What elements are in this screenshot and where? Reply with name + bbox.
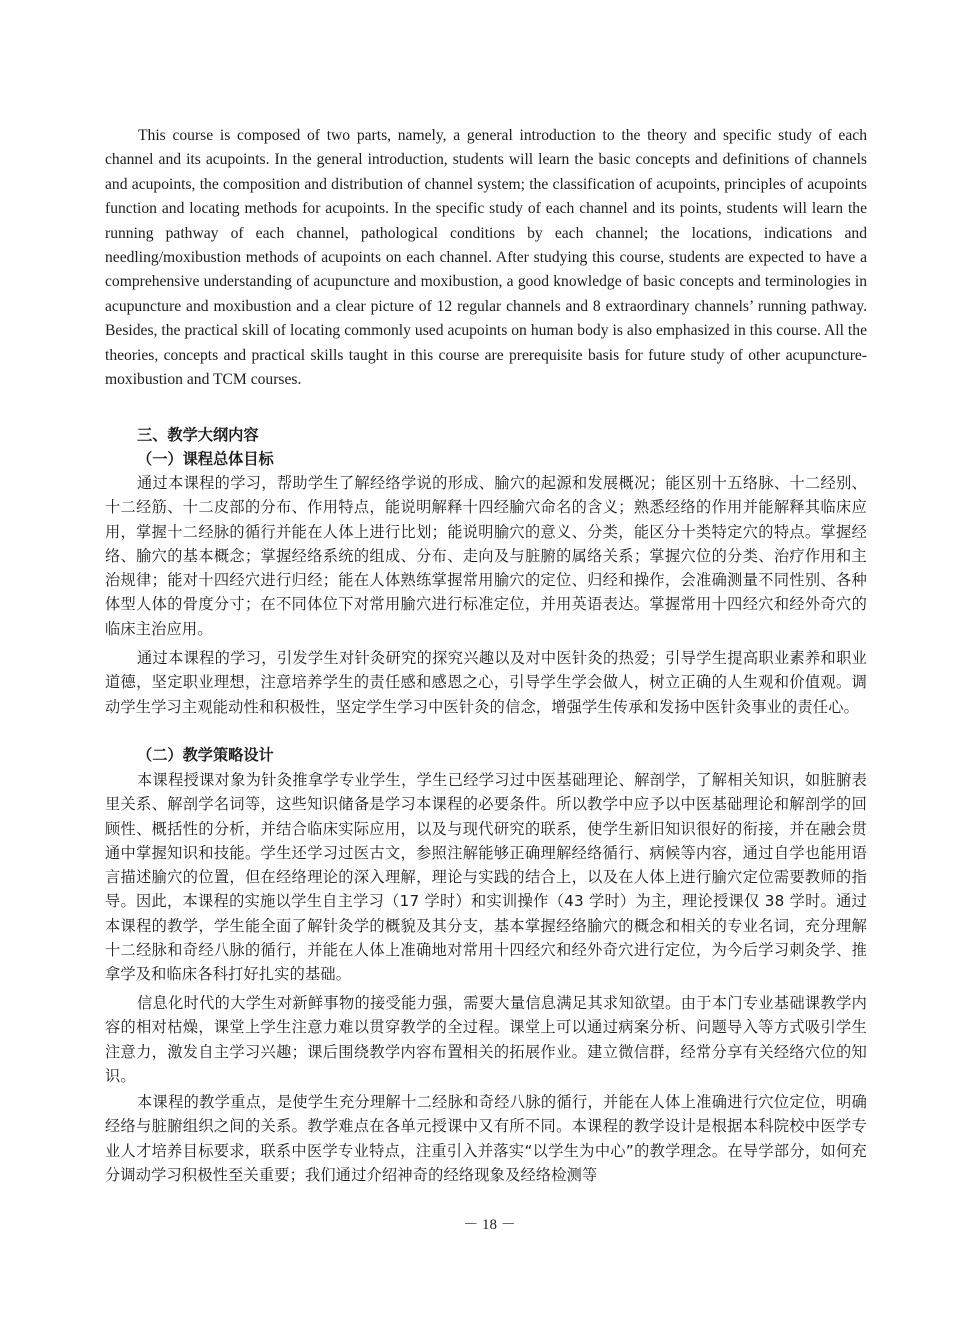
section-title: 三、教学大纲内容 (137, 426, 259, 444)
subsection-title-teaching-strategy: （二）教学策略设计 (137, 746, 274, 764)
page-number: － 18 － (463, 1217, 516, 1233)
goal-paragraph-knowledge: 通过本课程的学习，帮助学生了解经络学说的形成、腧穴的起源和发展概况；能区别十五络脉、十二经别、十二经筋、十二皮部的分布、作用特点，能说明解释十四经腧穴命名的含义；熟悉经络的作用并能解释其临床应用，掌握十二经脉的循行并能在人体上进行比划；能说明腧穴的意义、分类，能区分十类特定穴的特点。掌握经络、腧穴的基本概念；掌握经络系统的组成、分布、走向及与脏腑的属络关系；掌握穴位的分类、治疗作用和主治规律；能对十四经穴进行归经；能在人体熟练掌握常用腧穴的定位、归经和操作，会准确测量不同性别、各种体型人体的骨度分寸；在不同体位下对常用腧穴进行标准定位，并用英语表达。掌握常用十四经穴和经外奇穴的临床主治应用。 (105, 474, 867, 638)
strategy-paragraph-key-points: 本课程的教学重点，是使学生充分理解十二经脉和奇经八脉的循行，并能在人体上准确进行穴位定位，明确经络与脏腑组织之间的关系。教学难点在各单元授课中又有所不同。本课程的教学设计是根据本科院校中医学专业人才培养目标要求，联系中医学专业特点，注重引入并落实“以学生为中心”的教学理念。在导学部分，如何充分调动学习积极性至关重要；我们通过介绍神奇的经络现象及经络检测等 (105, 1093, 867, 1184)
english-course-description: This course is composed of two parts, namely, a general introduction to the theory and specific study of each channel and its acupoints. In the general introduction, students will learn the basic concepts and definitions of channels and acupoints, the composition and distribution of channel system; the classification of acupoints, principles of acupoints function and locating methods for acupoints. In the specific study of each channel and its points, students will learn the running pathway of each channel, pathological conditions by each channel; the locations, indications and needling/moxibustion methods of acupoints on each channel. After studying this course, students are expected to have a comprehensive understanding of acupuncture and moxibustion, a good knowledge of basic concepts and terminologies in acupuncture and moxibustion and a clear picture of 12 regular channels and 8 extraordinary channels’ running pathway. Besides, the practical skill of locating commonly used acupoints on human body is also emphasized in this course. All the theories, concepts and practical skills taught in this course are prerequisite basis for future study of other acupuncture-moxibustion and TCM courses. (105, 127, 867, 389)
goal-paragraph-values: 通过本课程的学习，引发学生对针灸研究的探究兴趣以及对中医针灸的热爱；引导学生提高职业素养和职业道德，坚定职业理想，注意培养学生的责任感和感恩之心，引导学生学会做人，树立正确的人生观和价值观。调动学生学习主观能动性和积极性，坚定学生学习中医针灸的信念，增强学生传承和发扬中医针灸事业的责任心。 (105, 649, 867, 716)
subsection-title-course-goals: （一）课程总体目标 (137, 450, 274, 468)
strategy-paragraph-students: 本课程授课对象为针灸推拿学专业学生，学生已经学习过中医基础理论、解剖学，了解相关知识，如脏腑表里关系、解剖学名词等，这些知识储备是学习本课程的必要条件。所以教学中应予以中医基础理论和解剖学的回顾性、概括性的分析，并结合临床实际应用，以及与现代研究的联系，使学生新旧知识很好的衔接，并在融会贯通中掌握知识和技能。学生还学习过医古文，参照注解能够正确理解经络循行、病候等内容，通过自学也能用语言描述腧穴的位置，但在经络理论的深入理解，理论与实践的结合上，以及在人体上进行腧穴定位需要教师的指导。因此，本课程的实施以学生自主学习（17 学时）和实训操作（43 学时）为主，理论授课仅 38 学时。通过本课程的教学，学生能全面了解针灸学的概貌及其分支，基本掌握经络腧穴的概念和相关的专业名词，充分理解十二经脉和奇经八脉的循行，并能在人体上准确地对常用十四经穴和经外奇穴进行定位，为今后学习刺灸学、推拿学及和临床各科打好扎实的基础。 (105, 771, 867, 984)
strategy-paragraph-information-era: 信息化时代的大学生对新鲜事物的接受能力强，需要大量信息满足其求知欲望。由于本门专业基础课教学内容的相对枯燥，课堂上学生注意力难以贯穿教学的全过程。课堂上可以通过病案分析、问题导入等方式吸引学生注意力，激发自主学习兴趣；课后围绕教学内容布置相关的拓展作业。建立微信群，经常分享有关经络穴位的知识。 (105, 994, 867, 1085)
